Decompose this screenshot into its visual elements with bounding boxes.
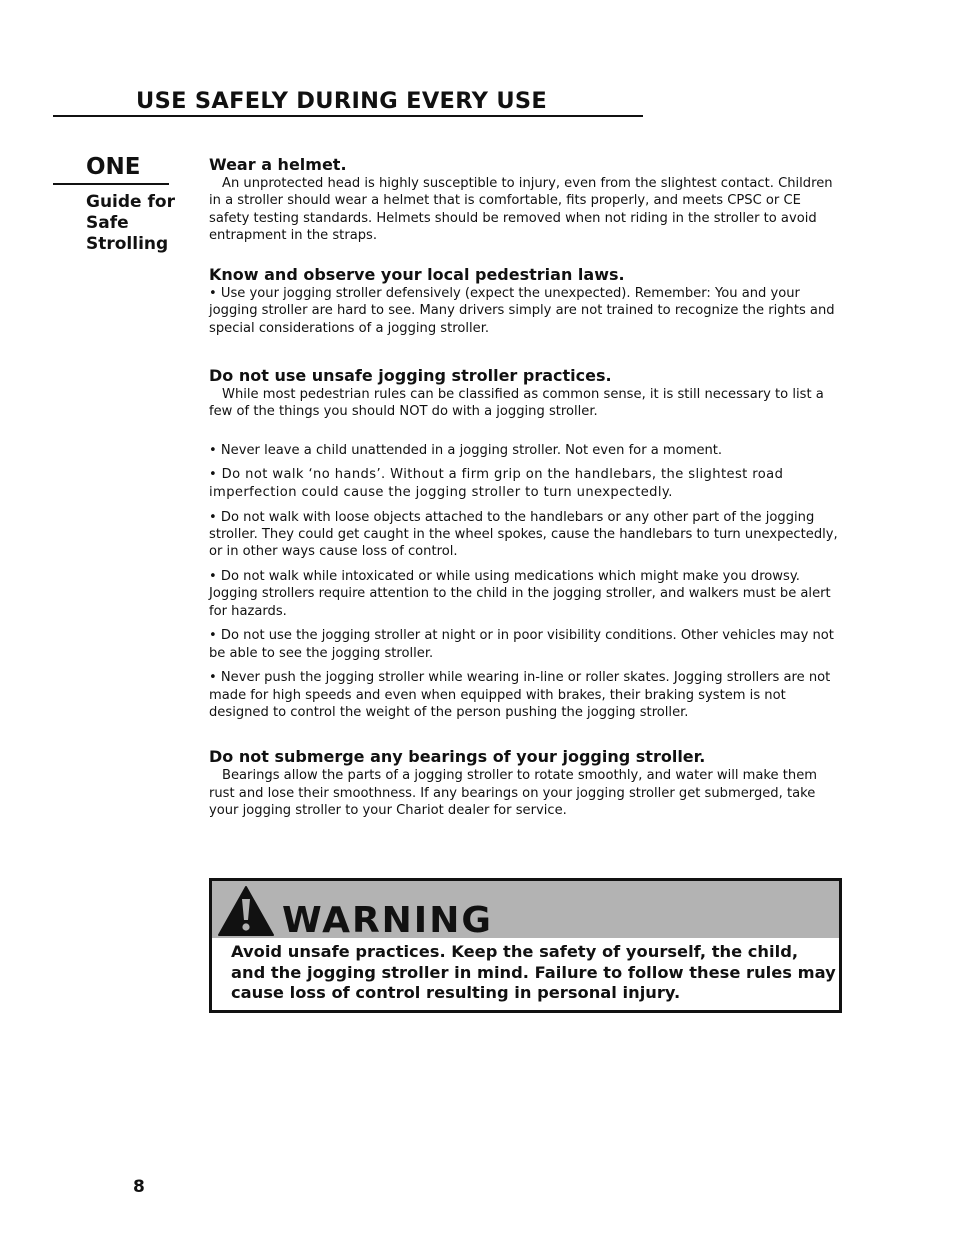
list-item: • Do not walk ‘no hands’. Without a firm grip on the handlebars, the slightest road imperfection could cause the jogging stroller to turn unexpectedly. [209,467,784,500]
pedestrian-laws-block [209,265,842,337]
block-heading: Do not submerge any bearings of your jogging stroller. [209,747,706,767]
block-body: Bearings allow the parts of a jogging stroller to rotate smoothly, and water will make them rust and lose their smoothness. If any bearings on your jogging stroller get submerged, take your jogging stroller to your Chariot dealer for service. [209,768,818,818]
block-body: While most pedestrian rules can be classified as common sense, it is still necessary to list a few of the things you should NOT do with a jogging stroller. [209,387,824,420]
list-item: • Do not use the jogging stroller at night or in poor visibility conditions. Other vehicles may not be able to see the jogging stroller. [209,628,834,661]
block-heading: Wear a helmet. [209,155,347,174]
section-divider [53,183,169,185]
warning-text: Avoid unsafe practices. Keep the safety of yourself, the child, and the jogging stroller in mind. Failure to follow these rules may cause loss of control resulting in personal injury. [231,942,836,1003]
block-heading: Do not use unsafe jogging stroller practices. [209,366,612,386]
list-item: • Do not walk while intoxicated or while using medications which might make you drowsy. Jogging strollers require attention to the child in the jogging stroller, and walkers must be alert for hazards. [209,568,831,619]
warning-triangle-icon [217,885,275,937]
warning-box [209,878,842,1013]
list-item: • Do not walk with loose objects attached to the handlebars or any other part of the jogging stroller. They could get caught in the wheel spokes, cause the handlebars to turn unexpectedly, or in other ways cause loss of control. [209,509,838,560]
section-subtitle: Guide for Safe Strolling [86,192,175,254]
warning-title: WARNING [282,900,493,941]
block-body: • Use your jogging stroller defensively (expect the unexpected). Remember: You and your jogging stroller are hard to see. Many drivers simply are not trained to recognize the rights and special considerations of a jogging stroller. [209,286,835,336]
page-title: USE SAFELY DURING EVERY USE [136,88,548,114]
block-body: An unprotected head is highly susceptible to injury, even from the slightest contact. Children in a stroller should wear a helmet that is comfortable, fits properly, and meets CPSC or CE safety testing standards. Helmets should be removed when not riding in the stroller to avoid entrapment in the straps. [209,176,833,243]
helmet-block [209,155,842,244]
list-item: • Never leave a child unattended in a jogging stroller. Not even for a moment. [209,442,723,458]
list-item: • Never push the jogging stroller while wearing in-line or roller skates. Jogging strollers are not made for high speeds and even when equipped with brakes, their braking system is not designed to control the weight of the person pushing the jogging stroller. [209,670,831,721]
bearings-block [209,747,842,819]
block-heading: Know and observe your local pedestrian laws. [209,265,625,285]
main-content [209,155,842,819]
header-divider [53,115,643,117]
unsafe-practices-block [209,366,842,721]
page-number: 8 [133,1177,145,1197]
section-number: ONE [86,154,141,180]
